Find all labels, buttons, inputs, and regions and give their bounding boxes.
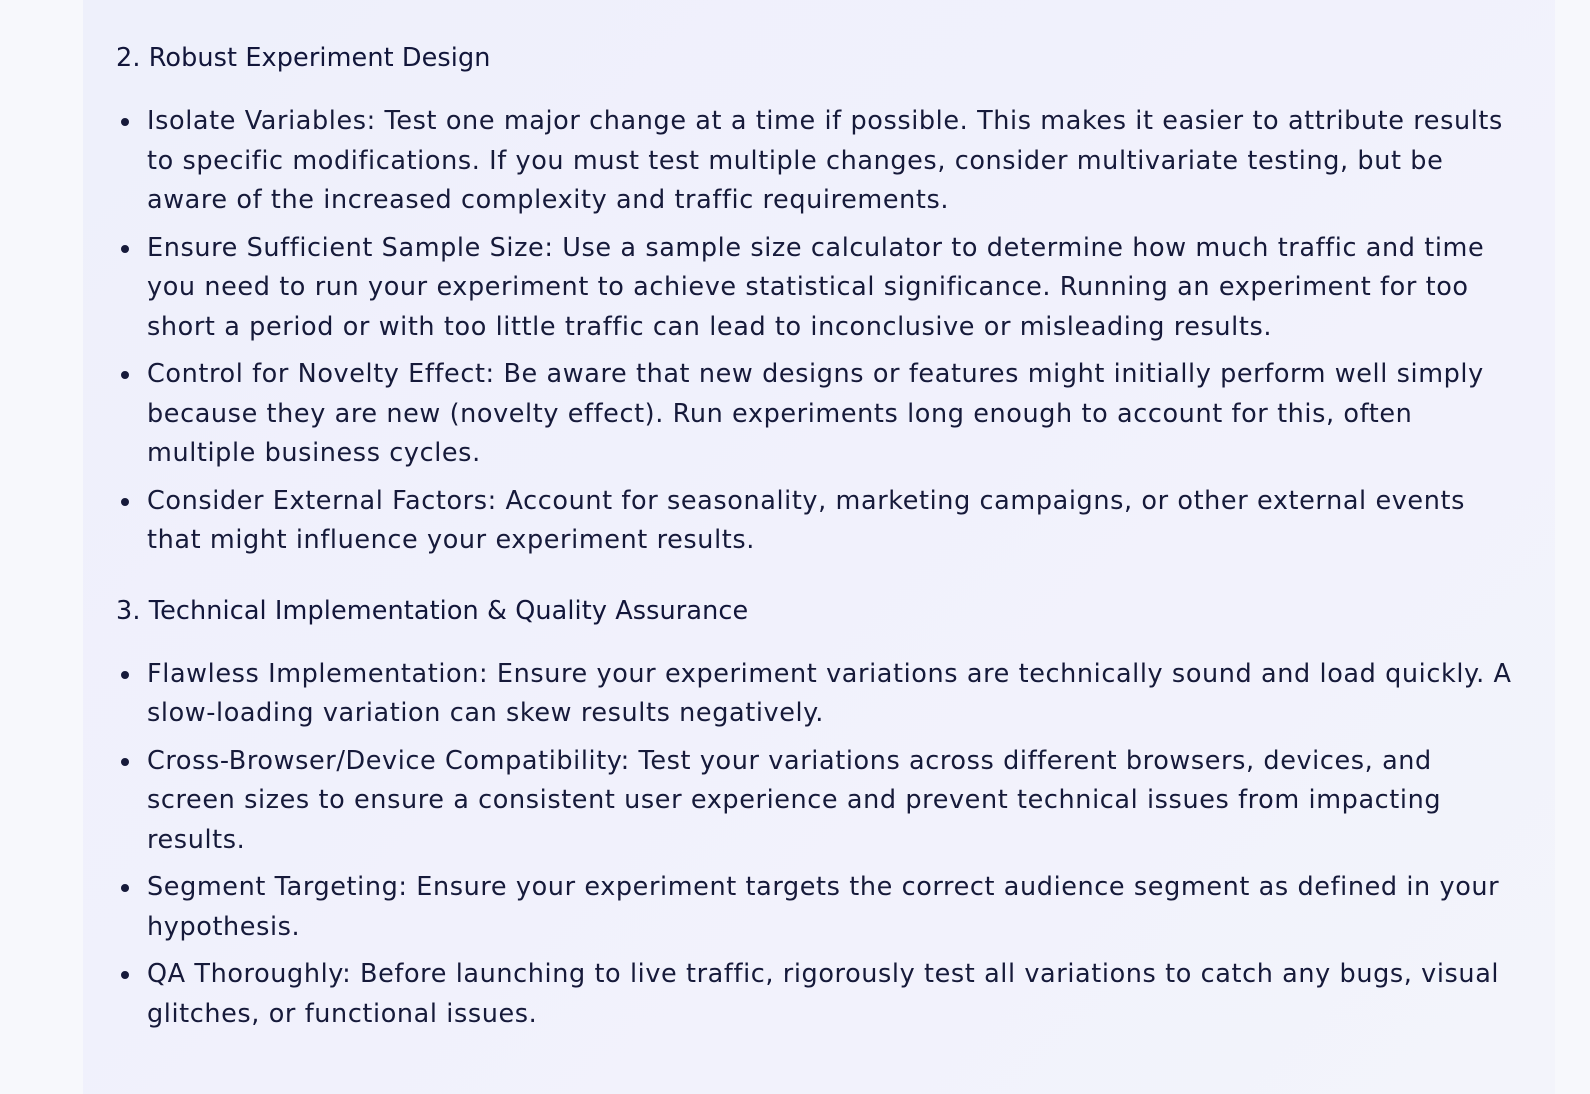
bullet-icon	[121, 971, 129, 979]
list-item	[116, 229, 1517, 348]
list-item-text: Isolate Variables: Test one major change at a time if possible. This makes it easier to attribute results to specific modifications. If you must test multiple changes, consider multivariate testing, but be aware of the increased complexity and traffic requirements.	[147, 106, 1503, 215]
list-item-text: Ensure Sufficient Sample Size: Use a sample size calculator to determine how much traffic and time you need to run your experiment to achieve statistical significance. Running an experiment for too short a period or with too little traffic can lead to inconclusive or misleading results.	[147, 232, 1485, 342]
list-item	[116, 868, 1517, 947]
list-item-text: Consider External Factors: Account for seasonality, marketing campaigns, or other external events that might influence your experiment results.	[147, 485, 1465, 555]
list-item-text: QA Thoroughly: Before launching to live traffic, rigorously test all variations to catch any bugs, visual glitches, or functional issues.	[147, 959, 1500, 1029]
section-heading: 2. Robust Experiment Design	[116, 43, 491, 73]
bullet-icon	[121, 498, 129, 506]
list-item-text: Segment Targeting: Ensure your experiment targets the correct audience segment as defined in your hypothesis.	[147, 872, 1500, 942]
list-item-text: Control for Novelty Effect: Be aware that new designs or features might initially perform well simply because they are new (novelty effect). Run experiments long enough to account for this, often multiple business cycles.	[147, 359, 1484, 468]
list-item	[116, 655, 1517, 734]
list-item	[116, 102, 1517, 221]
message-content	[83, 0, 1555, 1094]
list-item-text: Cross-Browser/Device Compatibility: Test your variations across different browsers, devices, and screen sizes to ensure a consistent user experience and prevent technical issues from impacting results.	[147, 745, 1442, 855]
section-heading: 3. Technical Implementation & Quality Assurance	[116, 595, 749, 626]
list-item-text: Flawless Implementation: Ensure your experiment variations are technically sound and load quickly. A slow-loading variation can skew results negatively.	[147, 658, 1512, 728]
bullet-icon	[121, 671, 129, 679]
bullet-icon	[121, 245, 129, 253]
bullet-list	[116, 655, 1555, 1035]
list-item	[116, 955, 1517, 1034]
list-item	[116, 742, 1517, 861]
bullet-icon	[121, 758, 129, 766]
list-item	[116, 355, 1517, 474]
section-experiment-design	[116, 38, 1555, 561]
bullet-icon	[121, 884, 129, 892]
bullet-icon	[121, 371, 129, 379]
bullet-list	[116, 102, 1555, 561]
bullet-icon	[121, 118, 129, 126]
list-item	[116, 482, 1517, 561]
section-technical-implementation	[116, 591, 1555, 1035]
